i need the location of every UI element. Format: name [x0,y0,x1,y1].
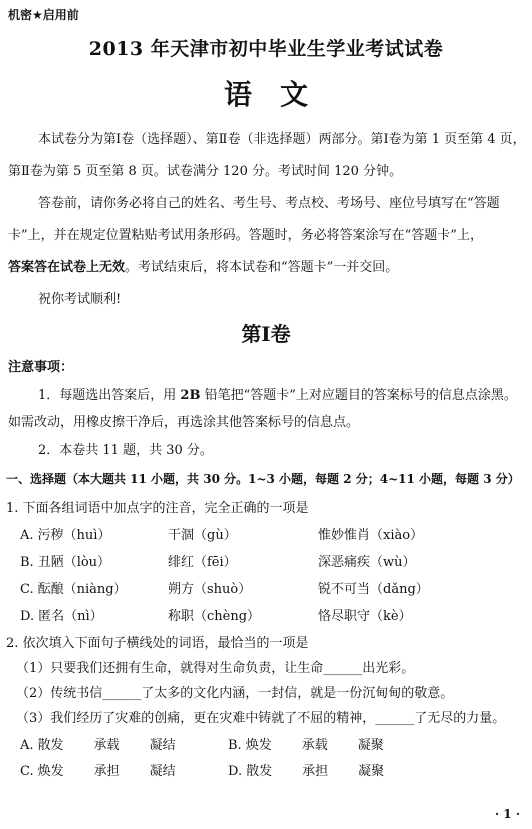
q2-sentence-2 [16,682,453,701]
option-label: B. [20,555,34,570]
q2-option-a [20,734,176,753]
intro-line-1: 本试卷分为第Ⅰ卷（选择题）、第Ⅱ卷（非选择题）两部分。第Ⅰ卷为第 1 页至第 4 页， [38,132,526,147]
option-w3: 凝结 [149,738,176,753]
option-label: D. [228,764,243,779]
q2-s3-post: 了无尽的力量。 [414,711,506,726]
page-number: · 1 · [494,807,520,821]
q1-option-c [20,578,127,597]
option-label: A. [20,528,34,543]
good-luck-line: 祝你考试顺利! [38,292,122,307]
intro-line-5 [8,256,398,275]
pencil-type: 2B [180,388,201,403]
option-word-3: 惟妙惟肖（xiào） [318,528,424,543]
q2-sentence-3 [16,707,505,726]
option-w1: 散发 [246,764,273,779]
option-label: A. [20,738,34,753]
option-word-3: 深恶痛疾（wù） [318,555,416,570]
q1-option-b [20,551,110,570]
q2-stem: 2. 依次填入下面句子横线处的词语，最恰当的一项是 [6,636,309,651]
q2-s3-pre: （3）我们经历了灾难的创痛，更在灾难中铸就了不屈的精神， [16,711,376,726]
volume-title: 第Ⅰ卷 [241,322,291,346]
confidential-label: 机密★启用前 [8,8,79,22]
option-w1: 焕发 [37,764,64,779]
intro-line-5-rest: 。考试结束后，将本试卷和“答题卡”一并交回。 [125,260,399,275]
option-word-2: 干涸（gù） [168,528,237,543]
note-1-text-rest: 铅笔把“答题卡”上对应题目的答案标号的信息点涂黑。 [200,388,517,403]
option-w2: 承载 [93,738,120,753]
q1-stem: 1. 下面各组词语中加点字的注音，完全正确的一项是 [6,501,309,516]
q2-s1-post: 出光彩。 [362,661,415,676]
option-word-2: 绯红（fēi） [168,555,237,570]
note-1-line-2: 如需改动，用橡皮擦干净后，再选涂其他答案标号的信息点。 [8,415,360,430]
option-word-3: 锐不可当（dǎng） [318,582,429,597]
q2-s3-blank: ______ [375,711,415,726]
note-2: 2．本卷共 11 题，共 30 分。 [38,443,213,458]
option-word-2: 朔方（shuò） [168,582,252,597]
q2-s1-pre: （1）只要我们还拥有生命，就得对生命负责，让生命 [16,661,324,676]
option-w3: 凝聚 [357,738,384,753]
option-word-3: 恪尽职守（kè） [318,609,412,624]
option-label: D. [20,609,35,624]
q1-option-d [20,605,103,624]
note-1-line-1 [38,384,517,403]
q2-option-c [20,760,176,779]
q2-sentence-1 [16,657,414,676]
option-w1: 散发 [37,738,64,753]
option-word-1: 酝酿（niàng） [37,582,127,597]
option-word-1: 丑陋（lòu） [37,555,111,570]
invalid-answer-warning: 答案答在试卷上无效 [8,260,126,275]
option-w2: 承担 [93,764,120,779]
section-heading: 一、选择题（本大题共 11 小题，共 30 分。1~3 小题，每题 2 分；4~11 小题，每题 3 分） [6,472,520,486]
intro-line-4: 卡”上，并在规定位置粘贴考试用条形码。答题时，务必将答案涂写在“答题卡”上， [8,228,483,243]
option-w2: 承载 [301,738,328,753]
q1-option-a [20,524,110,543]
notes-heading: 注意事项： [8,360,74,375]
q2-option-d [228,760,384,779]
exam-title: 2013 年天津市初中毕业生学业考试试卷 [88,38,444,60]
option-label: B. [228,738,242,753]
intro-line-2: 第Ⅱ卷为第 5 页至第 8 页。试卷满分 120 分。考试时间 120 分钟。 [8,164,403,179]
option-word-1: 匿名（nì） [38,609,103,624]
q2-s1-blank: ______ [323,661,363,676]
option-label: C. [20,764,34,779]
option-w3: 凝聚 [358,764,385,779]
option-word-2: 称职（chèng） [168,609,261,624]
intro-line-3: 答卷前，请你务必将自己的姓名、考生号、考点校、考场号、座位号填写在“答题 [38,196,500,211]
option-w2: 承担 [302,764,329,779]
subject-title: 语文 [223,78,336,111]
note-1-text: 1．每题选出答案后，用 [38,388,181,403]
q2-s2-blank: ______ [102,686,142,701]
option-w1: 焕发 [245,738,272,753]
q2-s2-post: 了太多的文化内涵，一封信，就是一份沉甸甸的敬意。 [141,686,454,701]
q2-option-b [228,734,384,753]
q2-s2-pre: （2）传统书信 [16,686,103,701]
option-w3: 凝结 [149,764,176,779]
option-label: C. [20,582,34,597]
option-word-1: 污秽（huì） [37,528,111,543]
